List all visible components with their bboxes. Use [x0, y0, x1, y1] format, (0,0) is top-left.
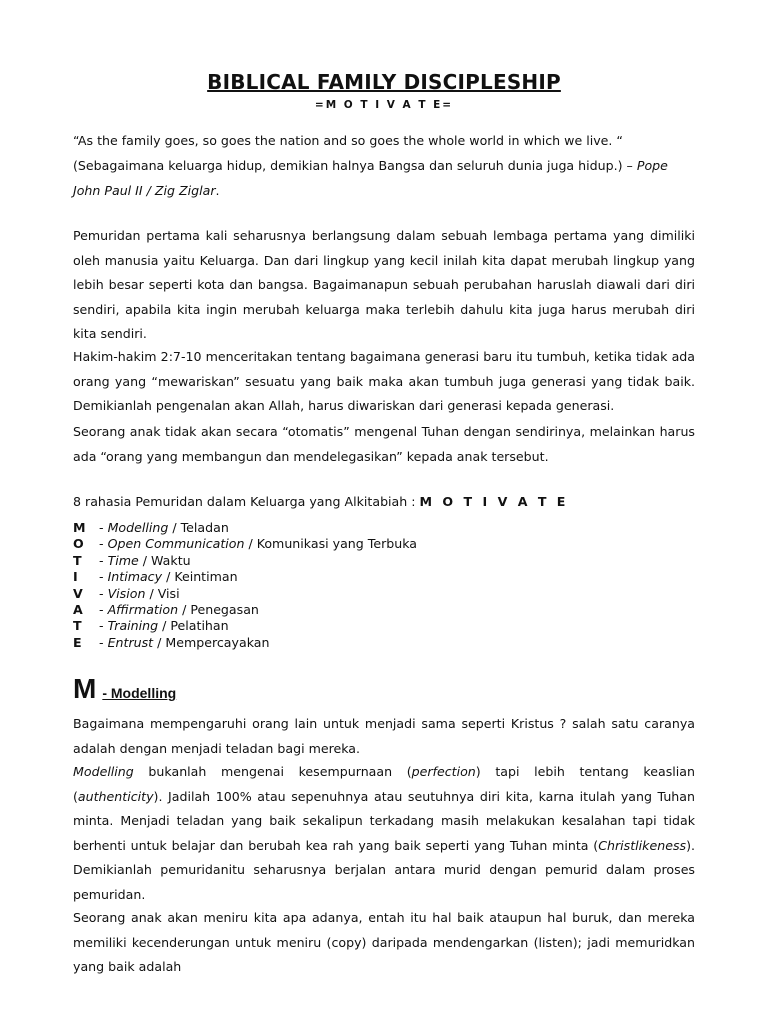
list-item-english: Open Communication [107, 536, 245, 552]
list-item-separator: / [168, 520, 181, 535]
quote-indonesian [73, 153, 695, 203]
list-item-text [99, 536, 417, 552]
term-modelling: Modelling [73, 764, 134, 779]
list-item-english: Vision [107, 585, 146, 601]
list-item-letter: I [73, 569, 78, 585]
list-item-letter: T [73, 618, 82, 634]
list-item [73, 536, 695, 552]
list-item-english: Time [107, 552, 139, 568]
document-subtitle: =M O T I V A T E= [314, 99, 454, 111]
list-item-letter: O [73, 536, 84, 552]
list-item-letter: M [73, 520, 86, 535]
text-segment: bukanlah mengenai kesempurnaan ( [133, 764, 412, 779]
list-intro [73, 494, 695, 509]
paragraph-child: Seorang anak tidak akan secara “otomatis” mengenal Tuhan dengan sendirinya, melainkan harus ada “orang yang membangun dan mendelegasikan” kepada anak tersebut. [73, 424, 695, 464]
list-item-dash: - [99, 536, 108, 552]
section-letter: M [73, 673, 97, 704]
motivate-list [73, 520, 695, 651]
list-item [73, 520, 695, 536]
list-item-indonesian: Waktu [151, 552, 191, 568]
list-item-text [99, 553, 191, 569]
list-item-indonesian: Keintiman [174, 569, 238, 585]
list-item-separator: / [244, 536, 257, 552]
document-title: BIBLICAL FAMILY DISCIPLESHIP [207, 70, 561, 94]
list-item-separator: / [138, 552, 152, 568]
list-item [73, 602, 695, 618]
list-item [73, 618, 695, 634]
list-item-dash: - [99, 585, 108, 601]
list-item-english: Modelling [107, 520, 169, 535]
quote-indonesian-text: (Sebagaimana keluarga hidup, demikian halnya Bangsa dan seluruh dunia juga hidup.) – [73, 158, 637, 173]
list-item-indonesian: Visi [157, 585, 180, 601]
list-item-indonesian: Pelatihan [170, 618, 229, 634]
list-item-indonesian: Penegasan [190, 602, 259, 618]
list-item-text [99, 602, 259, 618]
list-intro-text: 8 rahasia Pemuridan dalam Keluarga yang Alkitabiah : [73, 494, 420, 509]
list-item-separator: / [162, 569, 175, 585]
section-heading-modelling [73, 673, 695, 705]
list-item-letter: E [73, 634, 82, 650]
paragraph-modelling-2 [73, 760, 695, 907]
text-segment: ). Jadilah 100% atau sepenuhnya atau seutuhnya diri kita, karna itulah yang Tuhan minta. Menjadi teladan yang baik sekalipun terkadang masih melakukan kesalahan tapi tidak berhenti untuk belajar dan berubah kea rah yang baik seperti yang Tuhan minta ( [73, 788, 695, 853]
list-item-english: Affirmation [107, 602, 179, 618]
list-item-dash: - [99, 602, 108, 618]
list-item-dash: - [99, 634, 108, 650]
list-item-dash: - [99, 569, 108, 585]
text-segment: ) tapi lebih tentang keaslian ( [73, 764, 695, 804]
list-item-dash: - [99, 552, 108, 568]
section-title: - Modelling [102, 685, 177, 701]
list-item-separator: / [145, 585, 158, 601]
text-segment: ). Demikianlah pemuridanitu seharusnya berjalan antara murid dengan pemurid dalam proses pemuridan. [73, 837, 695, 902]
list-item-text [99, 635, 269, 651]
list-intro-acronym: M O T I V A T E [419, 494, 569, 509]
list-item [73, 553, 695, 569]
list-item-letter: V [73, 585, 83, 601]
paragraph-modelling-3: Seorang anak akan meniru kita apa adanya, entah itu hal baik ataupun hal buruk, dan mereka memiliki kecenderungan untuk meniru (copy) daripada mendengarkan (listen); jadi memuridkan yang baik adalah [73, 910, 695, 974]
list-item-indonesian: Komunikasi yang Terbuka [256, 536, 418, 552]
list-item-text [99, 586, 180, 602]
list-item-separator: / [153, 634, 166, 650]
paragraph-modelling-1: Bagaimana mempengaruhi orang lain untuk menjadi sama seperti Kristus ? salah satu caranya adalah dengan menjadi teladan bagi mereka. [73, 716, 695, 756]
list-item-text [99, 618, 229, 634]
opening-quote [73, 128, 695, 203]
list-item-english: Training [107, 618, 159, 634]
list-item [73, 635, 695, 651]
term-christlikeness: Christlikeness [598, 837, 687, 853]
list-item-indonesian: Teladan [180, 520, 229, 535]
quote-end: . [215, 183, 220, 198]
paragraph-intro: Pemuridan pertama kali seharusnya berlangsung dalam sebuah lembaga pertama yang dimiliki oleh manusia yaitu Keluarga. Dan dari lingkup yang kecil inilah kita dapat merubah lingkup yang lebih besar seperti kota dan bangsa. Bagaimanapun sebuah perubahan haruslah diawali dari diri sendiri, apabila kita ingin merubah keluarga maka terlebih dahulu kita juga harus merubah diri kita sendiri. [73, 228, 695, 341]
term-perfection: perfection [411, 764, 476, 779]
list-item-dash: - [99, 520, 108, 535]
paragraph-judges: Hakim-hakim 2:7-10 menceritakan tentang bagaimana generasi baru itu tumbuh, ketika tidak ada orang yang “mewariskan” sesuatu yang baik maka akan tumbuh juga generasi yang tidak baik. Demikianlah pengenalan akan Allah, harus diwariskan dari generasi kepada generasi. [73, 349, 695, 413]
list-item [73, 569, 695, 585]
list-item-english: Entrust [107, 634, 154, 650]
list-item-letter: A [73, 602, 83, 618]
list-item-dash: - [99, 618, 108, 634]
list-item-text [99, 520, 229, 536]
list-item-text [99, 569, 238, 585]
list-item-indonesian: Mempercayakan [165, 634, 270, 650]
quote-author: Pope John Paul II / Zig Ziglar [73, 158, 668, 198]
list-item-english: Intimacy [107, 569, 163, 585]
quote-english: “As the family goes, so goes the nation and so goes the whole world in which we live. “ [73, 133, 623, 148]
term-authenticity: authenticity [77, 788, 154, 804]
list-item-separator: / [178, 602, 191, 618]
list-item-separator: / [158, 618, 171, 634]
list-item [73, 586, 695, 602]
list-item-letter: T [73, 552, 82, 568]
